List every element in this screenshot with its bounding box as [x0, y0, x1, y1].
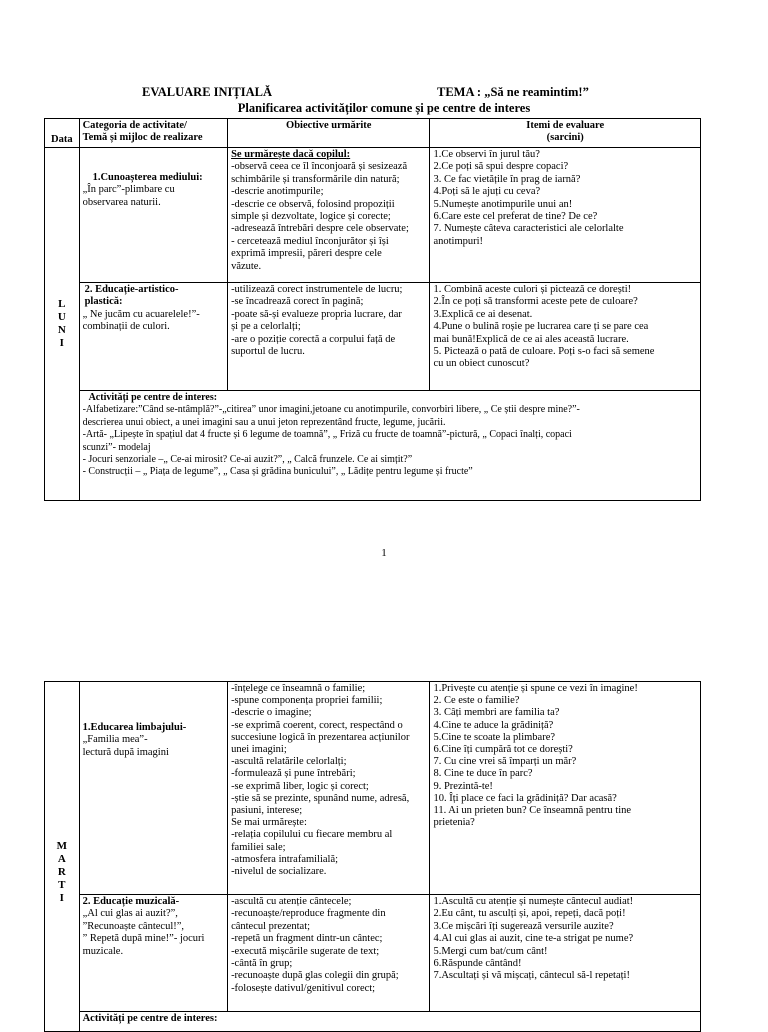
- centers-cell: Activități pe centre de interes: -Alfabetizare:”Când se-ntâmplă?”-„citirea” unor imagini,jetoane cu anotimpurile, convorbiri libere, „ Ce știi despre mine?”- descrierea unui obiect, a unei imagini sau a unui jeton reprezentând fructe, legume, jucării. -Artă- „Lipește în spațiul dat 4 fructe și 6 legume de toamnă”, „ Friză cu fructe de toamnă”-pictură, „ Copaci înalți, copaci scunzi”- modelaj - Jocuri senzoriale –„ Ce-ai mirosit? Ce-ai auzit?”, „ Calcă frunzele. Ce ai simțit?” - Construcții – „ Piața de legume”, „ Casa și grădina bunicului”, „ Lădițe pentru legume și fructe”: [79, 391, 700, 501]
- planning-subtitle: Planificarea activităților comune și pe centre de interes: [237, 101, 531, 115]
- evaluation-title: EVALUARE INIȚIALĂ: [142, 85, 273, 99]
- header-data: Data: [45, 119, 80, 148]
- table-row: [45, 148, 701, 283]
- objectives-cell: -utilizează corect instrumentele de lucru; -se încadrează corect în pagină; -poate să-și evalueze propria lucrare, dar și pe a celorlalți; -are o poziție corectă a corpului față de suportul de lucru.: [228, 283, 430, 391]
- table-header-row: [45, 119, 701, 148]
- objectives-cell: Se urmărește dacă copilul: -observă ceea ce îl înconjoară și sesizează schimbările și transformările din natură; -descrie anotimpurile; -descrie ce observă, folosind propoziții simple și dezvoltate, logice și corecte; -adresează întrebări despre cele observate; - cercetează mediul înconjurător și își exprimă impresii, păreri despre cele văzute.: [228, 148, 430, 283]
- day-luni: L U N I: [45, 148, 80, 501]
- items-cell: 1. Combină aceste culori și pictează ce dorești! 2.În ce poți să transformi aceste pete de culoare? 3.Explică ce ai desenat. 4.Pune o bulină roșie pe lucrarea care ți se pare cea mai bună!Explică de ce ai ales această lucrare. 5. Pictează o pată de culoare. Poți s-o faci să semene cu un obiect cunoscut?: [430, 283, 701, 391]
- header-items: Itemi de evaluare (sarcini): [430, 119, 701, 148]
- objectives-cell: -înțelege ce înseamnă o familie; -spune componența propriei familii; -descrie o imagine; -se exprimă coerent, corect, respectând o succesiune logică în prezentarea acțiunilor unei imagini; -ascultă relatările celorlalți; -formulează și pune întrebări; -se exprimă liber, logic și corect; -știe să se prezinte, spunând nume, adresă, pasiuni, interese; Se mai urmărește: -relația copilului cu fiecare membru al familiei sale; -atmosfera intrafamilială; -nivelul de socializare.: [228, 682, 430, 895]
- table-row: [45, 391, 701, 501]
- theme-title: TEMA : „Să ne reamintim!”: [437, 85, 589, 99]
- header-category: Categoria de activitate/ Temă și mijloc de realizare: [79, 119, 227, 148]
- planning-table-luni: [44, 118, 701, 501]
- items-cell: 1.Ascultă cu atenție și numește cântecul audiat! 2.Eu cânt, tu asculți și, apoi, repeți, dacă poți! 3.Ce mișcări îți sugerează versurile auzite? 4.Al cui glas ai auzit, cine te-a strigat pe nume? 5.Mergi cum bat/cum cânt! 6.Răspunde cântând! 7.Ascultați și vă mișcați, cântecul să-l repetați!: [430, 895, 701, 1012]
- category-cell: 2. Educație muzicală- „Al cui glas ai auzit?”, ”Recunoaște cântecul!”, ” Repetă după mine!”- jocuri muzicale.: [79, 895, 227, 1012]
- table-row: [45, 283, 701, 391]
- objectives-cell: -ascultă cu atenție cântecele; -recunoaște/reproduce fragmente din cântecul prezentat; -repetă un fragment dintr-un cântec; -execută mișcările sugerate de text; -cântă în grup; -recunoaște după glas colegii din grupă; -folosește dativul/genitivul corect;: [228, 895, 430, 1012]
- table-row: [45, 895, 701, 1012]
- page-number: 1: [381, 547, 387, 559]
- header-objectives: Obiective urmărite: [228, 119, 430, 148]
- planning-table-marti: [44, 681, 701, 1032]
- items-cell: 1.Ce observi în jurul tău? 2.Ce poți să spui despre copaci? 3. Ce fac vietățile în prag de iarnă? 4.Poți să le ajuți cu ceva? 5.Numește anotimpurile unui an! 6.Care este cel preferat de tine? De ce? 7. Numește câteva caracteristici ale celorlalte anotimpuri!: [430, 148, 701, 283]
- table-row: [45, 1012, 701, 1032]
- category-cell: 2. Educație-artistico- plastică: „ Ne jucăm cu acuarelele!”- combinații de culori.: [79, 283, 227, 391]
- day-marti: M A R T I: [45, 682, 80, 1032]
- category-cell: 1.Cunoașterea mediului: „În parc”-plimbare cu observarea naturii.: [79, 148, 227, 283]
- items-cell: 1.Privește cu atenție și spune ce vezi în imagine! 2. Ce este o familie? 3. Câți membri are familia ta? 4.Cine te aduce la grădiniță? 5.Cine te scoate la plimbare? 6.Cine îți cumpără tot ce dorești? 7. Cu cine vrei să împarți un măr? 8. Cine te duce în parc? 9. Prezintă-te! 10. Îți place ce faci la grădiniță? Dar acasă? 11. Ai un prieten bun? Ce înseamnă pentru tine prietenia?: [430, 682, 701, 895]
- centers-cell: Activități pe centre de interes:: [79, 1012, 700, 1032]
- category-cell: 1.Educarea limbajului- „Familia mea”- lectură după imagini: [79, 682, 227, 895]
- table-row: [45, 682, 701, 895]
